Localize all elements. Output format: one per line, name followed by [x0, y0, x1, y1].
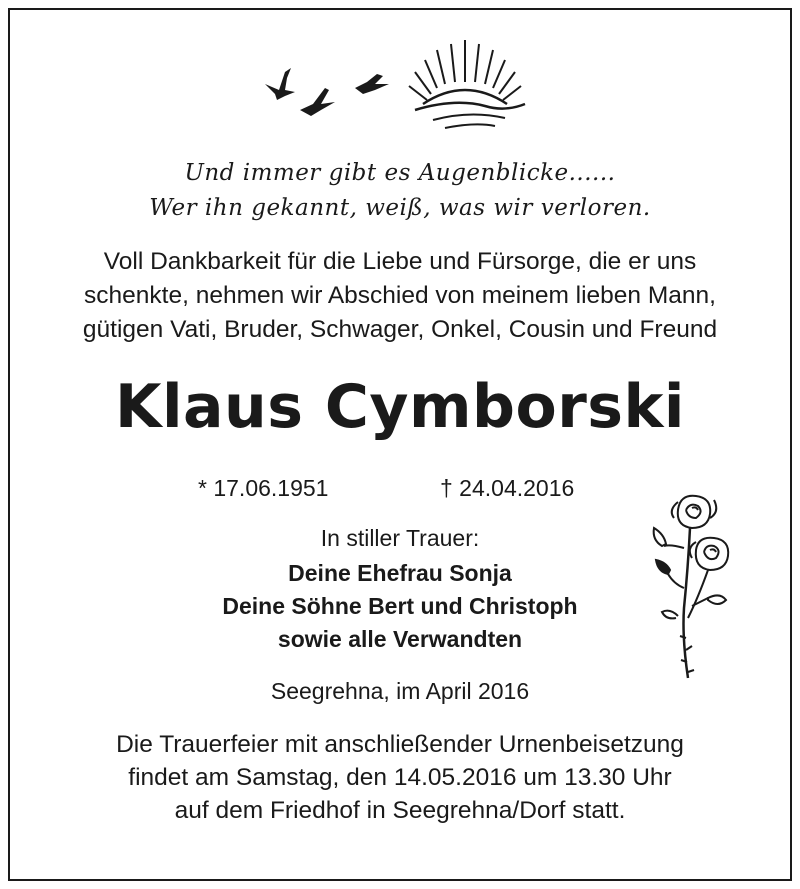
intro-line-1: Voll Dankbarkeit für die Liebe und Fürsorge, die er uns — [103, 248, 697, 275]
roses-icon — [648, 488, 743, 688]
funeral-line-3: auf dem Friedhof in Seegrehna/Dorf statt. — [174, 797, 626, 824]
death-date: † 24.04.2016 — [440, 475, 575, 501]
birth-date: * 17.06.1951 — [198, 475, 329, 501]
mourner-line-1: Deine Ehefrau Sonja — [288, 560, 512, 586]
intro-line-3: gütigen Vati, Bruder, Schwager, Onkel, Cousin und Freund — [82, 316, 718, 343]
mourner-line-3: sowie alle Verwandten — [277, 626, 523, 652]
mourner-line-2: Deine Söhne Bert und Christoph — [222, 593, 578, 619]
mourners-heading: In stiller Trauer: — [320, 525, 480, 551]
quote-line-2: Wer ihn gekannt, weiß, was wir verloren. — [149, 195, 651, 221]
funeral-line-2: findet am Samstag, den 14.05.2016 um 13.30 Uhr — [128, 764, 672, 791]
deceased-name: Klaus Cymborski — [115, 372, 685, 442]
quote-line-1: Und immer gibt es Augenblicke...... — [184, 160, 616, 186]
funeral-line-1: Die Trauerfeier mit anschließender Urnenbeisetzung — [116, 731, 684, 758]
place-date: Seegrehna, im April 2016 — [270, 678, 530, 704]
intro-line-2: schenkte, nehmen wir Abschied von meinem lieben Mann, — [84, 282, 716, 309]
birds-and-sunrise-icon — [255, 32, 540, 132]
